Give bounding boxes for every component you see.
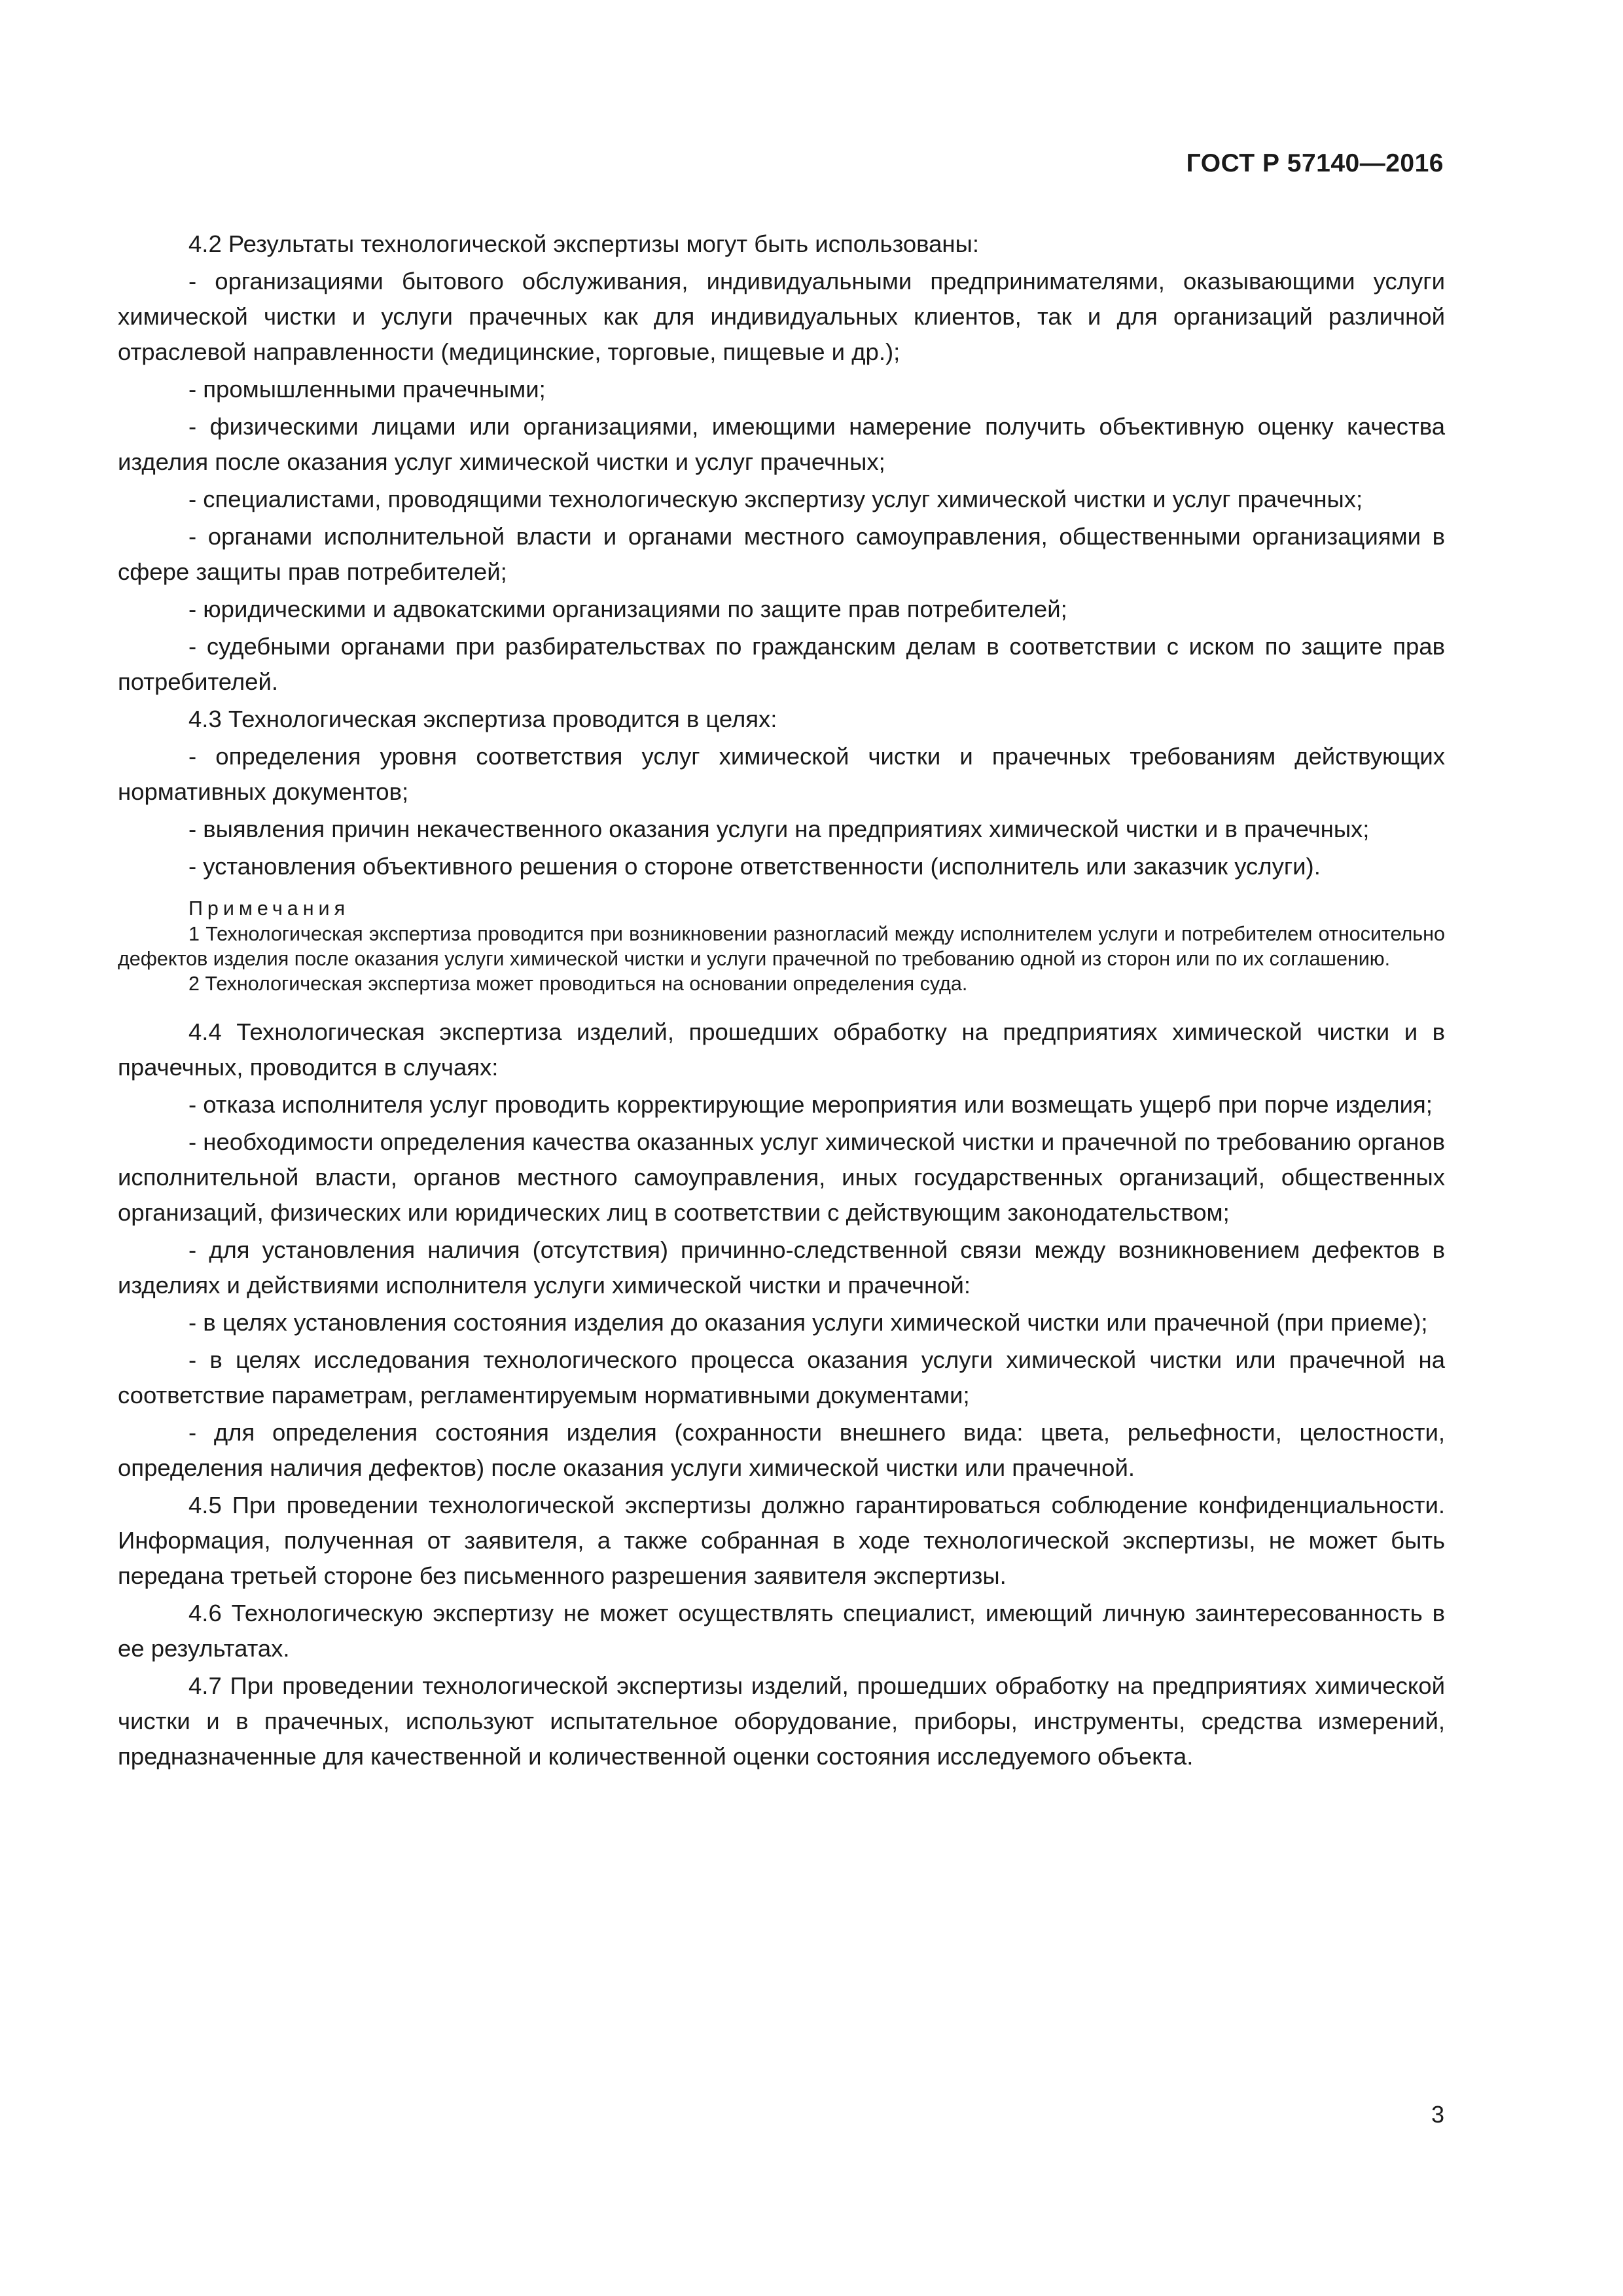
paragraph: 4.7 При проведении технологической экспертизы изделий, прошедших обработку на предприятиях химической чистки и в прачечных, используют испытательное оборудование, приборы, инструменты, средства измерений, предназначенные для качественной и количественной оценки состояния исследуемого объекта. — [118, 1672, 1445, 1770]
list-item: - выявления причин некачественного оказания услуги на предприятиях химической чистки и в прачечных; — [188, 816, 1370, 842]
section-4-2-4-3 — [118, 226, 1445, 884]
document-code-header: ГОСТ Р 57140—2016 — [1186, 149, 1444, 177]
section-4-4-4-7 — [118, 1014, 1445, 1774]
list-item: - органами исполнительной власти и органами местного самоуправления, общественными организациями в сфере защиты прав потребителей; — [118, 523, 1445, 585]
list-item: - специалистами, проводящими технологическую экспертизу услуг химической чистки и услуг прачечных; — [188, 486, 1363, 512]
list-item: - для установления наличия (отсутствия) причинно-следственной связи между возникновением дефектов в изделиях и действиями исполнителя услуги химической чистки и прачечной: — [118, 1236, 1445, 1299]
document-body — [118, 226, 1445, 1776]
paragraph: 4.2 Результаты технологической экспертизы могут быть использованы: — [188, 230, 979, 257]
paragraph: 4.3 Технологическая экспертиза проводится в целях: — [188, 706, 777, 732]
note-item: 2 Технологическая экспертиза может проводиться на основании определения суда. — [188, 973, 968, 995]
paragraph: 4.5 При проведении технологической экспертизы должно гарантироваться соблюдение конфиденциальности. Информация, полученная от заявителя, а также собранная в ходе технологической экспертизы, не может быть передана третьей стороне без письменного разрешения заявителя экспертизы. — [118, 1492, 1445, 1589]
list-item: - судебными органами при разбирательствах по гражданским делам в соответствии с иском по защите прав потребителей. — [118, 633, 1445, 695]
list-item: - физическими лицами или организациями, имеющими намерение получить объективную оценку качества изделия после оказания услуг химической чистки и услуг прачечных; — [118, 413, 1445, 475]
list-item: - отказа исполнителя услуг проводить корректирующие мероприятия или возмещать ущерб при порче изделия; — [188, 1091, 1433, 1118]
list-item: - промышленными прачечными; — [188, 376, 546, 403]
list-item: - необходимости определения качества оказанных услуг химической чистки и прачечной по требованию органов исполнительной власти, органов местного самоуправления, иных государственных организаций, общественных организаций, физических или юридических лиц в соответствии с действующим законодательством; — [118, 1128, 1445, 1226]
list-item: - для определения состояния изделия (сохранности внешнего вида: цвета, рельефности, целостности, определения наличия дефектов) после оказания услуги химической чистки или прачечной. — [118, 1419, 1445, 1481]
paragraph: 4.4 Технологическая экспертиза изделий, прошедших обработку на предприятиях химической чистки и в прачечных, проводится в случаях: — [118, 1018, 1445, 1081]
list-item: - в целях исследования технологического процесса оказания услуги химической чистки или прачечной на соответствие параметрам, регламентируемым нормативными документами; — [118, 1346, 1445, 1408]
list-item: - установления объективного решения о стороне ответственности (исполнитель или заказчик услуги). — [188, 853, 1321, 880]
page-number: 3 — [1431, 2101, 1444, 2128]
list-item: - определения уровня соответствия услуг химической чистки и прачечных требованиям действующих нормативных документов; — [118, 743, 1445, 805]
note-item: 1 Технологическая экспертиза проводится при возникновении разногласий между исполнителем услуги и потребителем относительно дефектов изделия после оказания услуги химической чистки и услуги прачечной по требованию одной из сторон или по их соглашению. — [118, 923, 1445, 970]
notes-title: Примечания — [188, 897, 350, 920]
list-item: - организациями бытового обслуживания, индивидуальными предпринимателями, оказывающими услуги химической чистки и услуги прачечных как для индивидуальных клиентов, так и для организаций различной отраслевой направленности (медицинские, торговые, пищевые и др.); — [118, 268, 1445, 365]
notes-block — [118, 896, 1445, 996]
list-item: - юридическими и адвокатскими организациями по защите прав потребителей; — [188, 596, 1067, 622]
list-item: - в целях установления состояния изделия до оказания услуги химической чистки или прачечной (при приеме); — [188, 1309, 1428, 1336]
paragraph: 4.6 Технологическую экспертизу не может осуществлять специалист, имеющий личную заинтересованность в ее результатах. — [118, 1600, 1445, 1662]
